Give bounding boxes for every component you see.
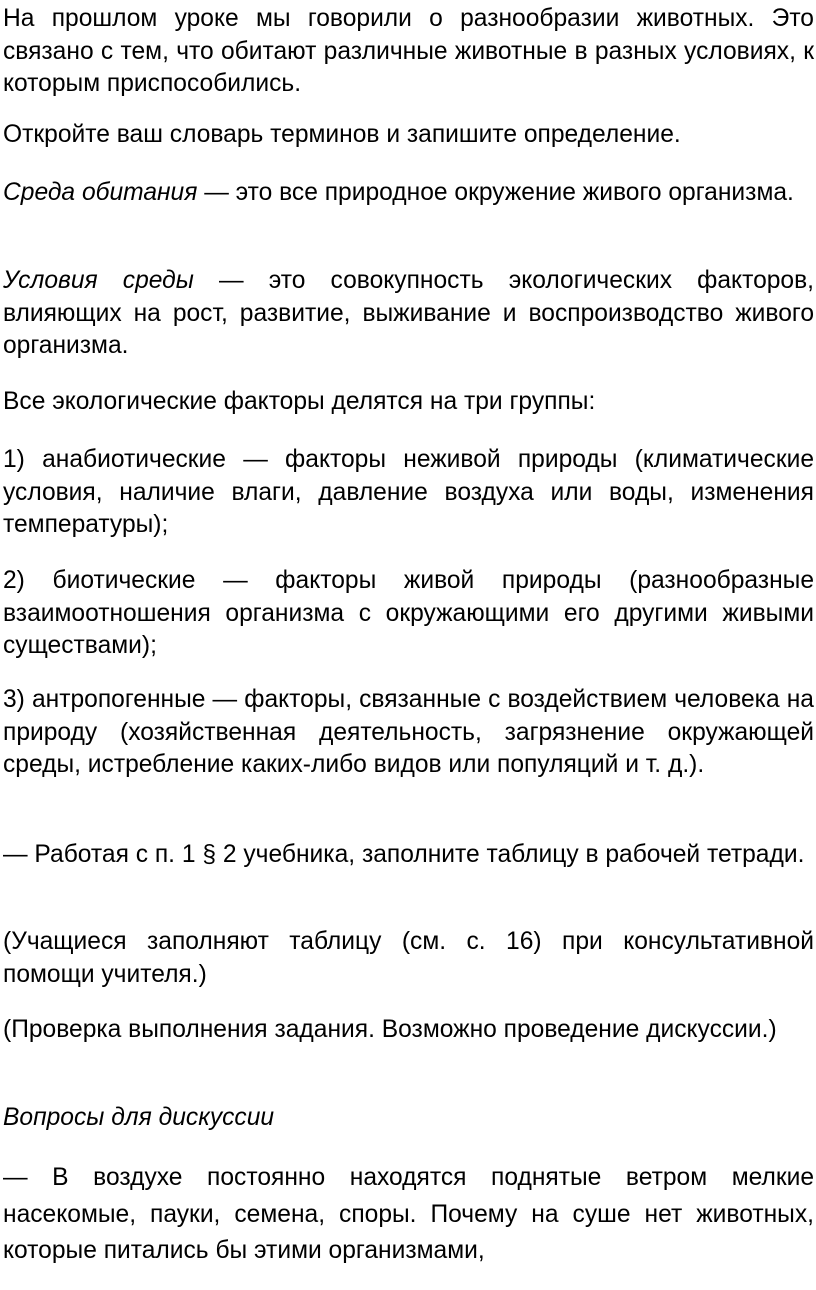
factor-group-2: 2) биотические — факторы живой природы (разнообразные взаимоотношения организма с окружающими его другими живыми существами); [3, 567, 814, 660]
students-note-paragraph: (Учащиеся заполняют таблицу (см. с. 16) при консультативной помощи учителя.) [3, 928, 814, 988]
habitat-definition [3, 177, 794, 210]
habitat-definition-text: — это все природное окружение живого организма. [197, 179, 794, 206]
factor-group-3: 3) антропогенные — факторы, связанные с воздействием человека на природу (хозяйственная деятельность, загрязнение окружающей среды, истребление каких-либо видов или популяций и т. д.). [3, 686, 814, 779]
discussion-heading [3, 1102, 274, 1135]
instruction-paragraph: Откройте ваш словарь терминов и запишите определение. [3, 121, 681, 148]
factor-group-1: 1) анабиотические — факторы неживой природы (климатические условия, наличие влаги, давление воздуха или воды, изменения температуры); [3, 446, 814, 539]
conditions-definition [3, 265, 814, 363]
discussion-question: — В воздухе постоянно находятся поднятые ветром мелкие насекомые, пауки, семена, споры. Почему на суше нет животных, которые питались бы этими организмами, [3, 1164, 814, 1264]
habitat-term: Среда обитания [3, 179, 198, 206]
intro-paragraph: На прошлом уроке мы говорили о разнообразии животных. Это связано с тем, что обитают различные животные в разных условиях, к которым приспособились. [3, 5, 814, 98]
conditions-definition-text: — это совокупность экологических факторов, влияющих на рост, развитие, выживание и воспроизводство живого организма. [3, 267, 815, 360]
conditions-term: Условия среды [3, 267, 194, 294]
factors-groups-paragraph: Все экологические факторы делятся на три группы: [3, 388, 596, 415]
discussion-heading-text: Вопросы для дискуссии [3, 1104, 275, 1131]
textbook-task-paragraph: — Работая с п. 1 § 2 учебника, заполните таблицу в рабочей тетради. [3, 841, 805, 868]
check-note-paragraph: (Проверка выполнения задания. Возможно проведение дискуссии.) [3, 1016, 777, 1043]
